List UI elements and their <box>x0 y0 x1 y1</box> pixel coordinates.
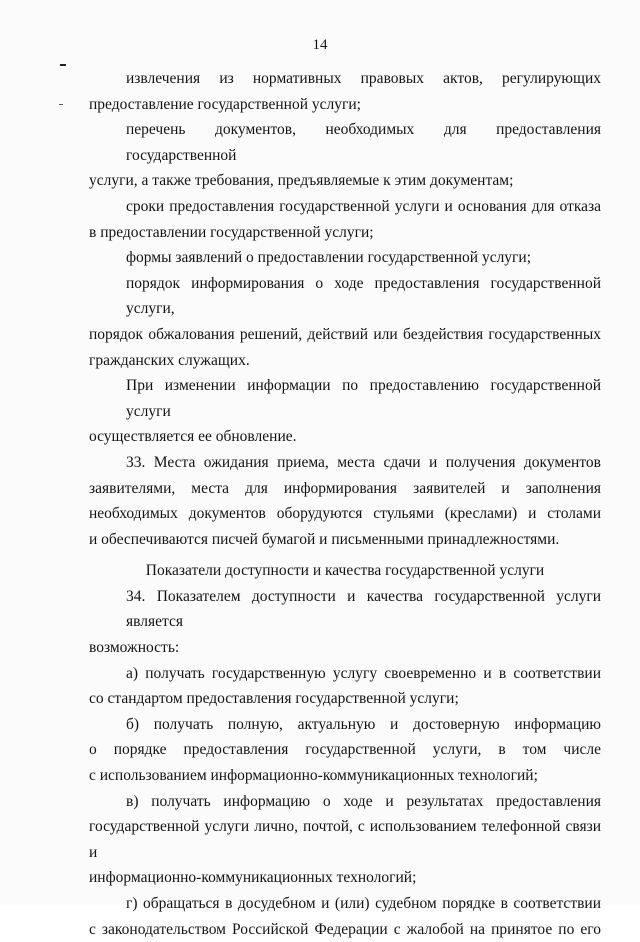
section-heading: Показатели доступности и качества государственной услуги <box>145 562 545 580</box>
page-number: 14 <box>312 37 328 53</box>
text-line: порядок обжалования решений, действий или бездействия государственных <box>89 325 601 343</box>
text-line: б) получать полную, актуальную и достоверную информацию <box>126 715 601 733</box>
text-line: а) получать государственную услугу своевременно и в соответствии <box>126 664 601 682</box>
section-bottom <box>89 584 601 942</box>
text-line: предоставление государственной услуги; <box>89 95 361 113</box>
text-line: извлечения из нормативных правовых актов, регулирующих <box>126 70 601 87</box>
paragraph <box>89 891 601 942</box>
text-line: порядок информирования о ходе предоставления государственной услуги, <box>126 274 601 318</box>
text-line: со стандартом предоставления государственной услуги; <box>89 690 459 708</box>
text-line: услуги, а также требования, предъявляемые к этим документам; <box>89 172 514 190</box>
text-line: о порядке предоставления государственной услуги, в том числе <box>89 741 601 759</box>
section-top <box>89 66 601 552</box>
text-line: 33. Места ожидания приема, места сдачи и получения документов <box>126 453 601 471</box>
text-line: сроки предоставления государственной услуги и основания для отказа <box>126 197 601 215</box>
paragraph <box>89 271 601 373</box>
text-line: в предоставлении государственной услуги; <box>89 223 374 241</box>
text-line: с законодательством Российской Федерации с жалобой на принятое по его <box>89 920 601 938</box>
paragraph <box>89 789 601 891</box>
paragraph <box>89 245 601 271</box>
text-line: г) обращаться в досудебном и (или) судебном порядке в соответствии <box>126 895 601 912</box>
scan-mark <box>60 64 66 66</box>
text-line: заявителями, места для информирования заявителей и заполнения <box>89 479 601 497</box>
text-line: государственной услуги лично, почтой, с использованием телефонной связи и <box>89 818 601 861</box>
text-line: осуществляется ее обновление. <box>89 428 297 446</box>
text-line: формы заявлений о предоставлении государственной услуги; <box>126 249 532 267</box>
paragraph <box>89 194 601 245</box>
scan-mark <box>59 104 63 105</box>
document-body <box>89 66 601 942</box>
text-line: и обеспечиваются писчей бумагой и письменными принадлежностями. <box>89 530 560 548</box>
text-line: перечень документов, необходимых для предоставления государственной <box>126 121 601 164</box>
paragraph <box>89 66 601 117</box>
text-line: При изменении информации по предоставлению государственной услуги <box>126 377 601 420</box>
paragraph <box>89 661 601 712</box>
text-line: необходимых документов оборудуются стульями (креслами) и столами <box>89 505 601 523</box>
paragraph <box>89 712 601 789</box>
text-line: в) получать информацию о ходе и результатах предоставления <box>126 792 601 810</box>
text-line: гражданских служащих. <box>89 351 250 369</box>
paragraph <box>89 584 601 661</box>
text-line: возможность: <box>89 639 180 657</box>
paragraph <box>89 117 601 194</box>
text-line: 34. Показателем доступности и качества государственной услуги является <box>126 587 601 631</box>
text-line: с использованием информационно-коммуникационных технологий; <box>89 767 538 785</box>
paragraph <box>89 450 601 552</box>
text-line: информационно-коммуникационных технологий; <box>89 869 417 887</box>
paragraph <box>89 373 601 450</box>
